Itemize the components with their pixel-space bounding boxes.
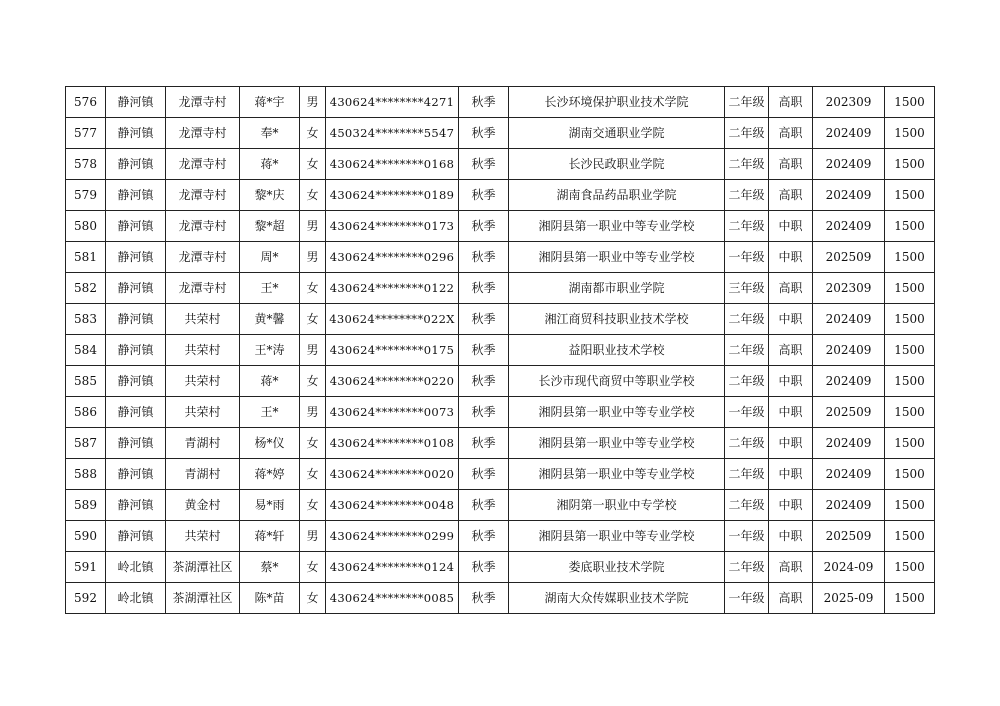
table-row: [66, 242, 935, 273]
season-cell: 秋季: [459, 118, 509, 149]
grade-cell: 一年级: [725, 583, 769, 614]
school-level-cell: 高职: [769, 552, 813, 583]
id-number-cell: 430624********0020: [326, 459, 459, 490]
id-number-cell: 430624********0168: [326, 149, 459, 180]
school-cell: 长沙市现代商贸中等职业学校: [509, 366, 725, 397]
gender-cell: 女: [300, 304, 326, 335]
id-number-cell: 450324********5547: [326, 118, 459, 149]
gender-cell: 女: [300, 149, 326, 180]
table-row: [66, 149, 935, 180]
student-name-cell: 王*涛: [240, 335, 300, 366]
grade-cell: 一年级: [725, 521, 769, 552]
table-row: [66, 521, 935, 552]
row-number-cell: 584: [66, 335, 106, 366]
enrollment-date-cell: 202409: [813, 304, 885, 335]
subsidy-amount-cell: 1500: [885, 397, 935, 428]
school-cell: 湘江商贸科技职业技术学校: [509, 304, 725, 335]
subsidy-amount-cell: 1500: [885, 118, 935, 149]
id-number-cell: 430624********0299: [326, 521, 459, 552]
town-cell: 静河镇: [106, 118, 166, 149]
season-cell: 秋季: [459, 335, 509, 366]
row-number-cell: 583: [66, 304, 106, 335]
school-cell: 益阳职业技术学校: [509, 335, 725, 366]
student-name-cell: 奉*: [240, 118, 300, 149]
student-name-cell: 陈*苗: [240, 583, 300, 614]
season-cell: 秋季: [459, 87, 509, 118]
town-cell: 静河镇: [106, 180, 166, 211]
school-cell: 湖南交通职业学院: [509, 118, 725, 149]
row-number-cell: 585: [66, 366, 106, 397]
season-cell: 秋季: [459, 211, 509, 242]
school-cell: 湘阴第一职业中专学校: [509, 490, 725, 521]
id-number-cell: 430624********022X: [326, 304, 459, 335]
gender-cell: 女: [300, 459, 326, 490]
student-name-cell: 黎*超: [240, 211, 300, 242]
school-cell: 湘阴县第一职业中等专业学校: [509, 459, 725, 490]
id-number-cell: 430624********4271: [326, 87, 459, 118]
season-cell: 秋季: [459, 397, 509, 428]
grade-cell: 二年级: [725, 304, 769, 335]
student-name-cell: 易*雨: [240, 490, 300, 521]
id-number-cell: 430624********0073: [326, 397, 459, 428]
town-cell: 静河镇: [106, 459, 166, 490]
town-cell: 静河镇: [106, 149, 166, 180]
school-level-cell: 中职: [769, 304, 813, 335]
grade-cell: 二年级: [725, 552, 769, 583]
subsidy-amount-cell: 1500: [885, 180, 935, 211]
subsidy-amount-cell: 1500: [885, 242, 935, 273]
id-number-cell: 430624********0220: [326, 366, 459, 397]
school-level-cell: 中职: [769, 459, 813, 490]
student-name-cell: 蒋*: [240, 366, 300, 397]
enrollment-date-cell: 202409: [813, 490, 885, 521]
school-cell: 湘阴县第一职业中等专业学校: [509, 428, 725, 459]
enrollment-date-cell: 2024-09: [813, 552, 885, 583]
id-number-cell: 430624********0048: [326, 490, 459, 521]
school-cell: 湘阴县第一职业中等专业学校: [509, 397, 725, 428]
town-cell: 静河镇: [106, 273, 166, 304]
village-cell: 龙潭寺村: [166, 211, 240, 242]
row-number-cell: 591: [66, 552, 106, 583]
student-name-cell: 杨*仪: [240, 428, 300, 459]
village-cell: 青湖村: [166, 428, 240, 459]
subsidy-amount-cell: 1500: [885, 583, 935, 614]
subsidy-amount-cell: 1500: [885, 366, 935, 397]
school-level-cell: 高职: [769, 118, 813, 149]
row-number-cell: 576: [66, 87, 106, 118]
village-cell: 黄金村: [166, 490, 240, 521]
subsidy-amount-cell: 1500: [885, 87, 935, 118]
table-row: [66, 366, 935, 397]
season-cell: 秋季: [459, 242, 509, 273]
school-level-cell: 中职: [769, 397, 813, 428]
school-level-cell: 高职: [769, 180, 813, 211]
subsidy-amount-cell: 1500: [885, 149, 935, 180]
grade-cell: 二年级: [725, 211, 769, 242]
grade-cell: 二年级: [725, 459, 769, 490]
subsidy-amount-cell: 1500: [885, 490, 935, 521]
gender-cell: 女: [300, 118, 326, 149]
student-name-cell: 王*: [240, 273, 300, 304]
enrollment-date-cell: 202509: [813, 397, 885, 428]
student-name-cell: 蔡*: [240, 552, 300, 583]
table-row: [66, 118, 935, 149]
enrollment-date-cell: 202409: [813, 428, 885, 459]
town-cell: 岭北镇: [106, 552, 166, 583]
id-number-cell: 430624********0189: [326, 180, 459, 211]
student-name-cell: 黄*馨: [240, 304, 300, 335]
enrollment-date-cell: 202409: [813, 211, 885, 242]
student-name-cell: 王*: [240, 397, 300, 428]
grade-cell: 二年级: [725, 149, 769, 180]
student-name-cell: 黎*庆: [240, 180, 300, 211]
enrollment-date-cell: 202509: [813, 521, 885, 552]
grade-cell: 二年级: [725, 118, 769, 149]
season-cell: 秋季: [459, 521, 509, 552]
table-row: [66, 583, 935, 614]
grade-cell: 三年级: [725, 273, 769, 304]
town-cell: 静河镇: [106, 211, 166, 242]
season-cell: 秋季: [459, 428, 509, 459]
enrollment-date-cell: 202309: [813, 87, 885, 118]
grade-cell: 二年级: [725, 428, 769, 459]
season-cell: 秋季: [459, 304, 509, 335]
subsidy-amount-cell: 1500: [885, 273, 935, 304]
enrollment-date-cell: 202409: [813, 459, 885, 490]
village-cell: 龙潭寺村: [166, 242, 240, 273]
enrollment-date-cell: 202309: [813, 273, 885, 304]
village-cell: 龙潭寺村: [166, 149, 240, 180]
row-number-cell: 586: [66, 397, 106, 428]
row-number-cell: 589: [66, 490, 106, 521]
school-level-cell: 中职: [769, 428, 813, 459]
enrollment-date-cell: 202409: [813, 366, 885, 397]
row-number-cell: 579: [66, 180, 106, 211]
gender-cell: 女: [300, 180, 326, 211]
id-number-cell: 430624********0173: [326, 211, 459, 242]
gender-cell: 男: [300, 242, 326, 273]
student-name-cell: 蒋*: [240, 149, 300, 180]
enrollment-date-cell: 202409: [813, 335, 885, 366]
school-level-cell: 中职: [769, 242, 813, 273]
school-cell: 湘阴县第一职业中等专业学校: [509, 242, 725, 273]
row-number-cell: 578: [66, 149, 106, 180]
school-cell: 湘阴县第一职业中等专业学校: [509, 521, 725, 552]
season-cell: 秋季: [459, 490, 509, 521]
row-number-cell: 587: [66, 428, 106, 459]
grade-cell: 二年级: [725, 335, 769, 366]
school-cell: 娄底职业技术学院: [509, 552, 725, 583]
grade-cell: 一年级: [725, 397, 769, 428]
school-level-cell: 中职: [769, 366, 813, 397]
village-cell: 龙潭寺村: [166, 87, 240, 118]
table-row: [66, 87, 935, 118]
id-number-cell: 430624********0085: [326, 583, 459, 614]
school-level-cell: 高职: [769, 335, 813, 366]
row-number-cell: 581: [66, 242, 106, 273]
town-cell: 静河镇: [106, 87, 166, 118]
town-cell: 静河镇: [106, 335, 166, 366]
school-cell: 长沙民政职业学院: [509, 149, 725, 180]
grade-cell: 一年级: [725, 242, 769, 273]
grade-cell: 二年级: [725, 180, 769, 211]
grade-cell: 二年级: [725, 87, 769, 118]
village-cell: 共荣村: [166, 521, 240, 552]
subsidy-amount-cell: 1500: [885, 428, 935, 459]
enrollment-date-cell: 2025-09: [813, 583, 885, 614]
town-cell: 静河镇: [106, 397, 166, 428]
row-number-cell: 588: [66, 459, 106, 490]
table-row: [66, 180, 935, 211]
enrollment-date-cell: 202409: [813, 118, 885, 149]
subsidy-amount-cell: 1500: [885, 552, 935, 583]
school-level-cell: 中职: [769, 521, 813, 552]
table-row: [66, 211, 935, 242]
subsidy-amount-cell: 1500: [885, 304, 935, 335]
village-cell: 茶湖潭社区: [166, 583, 240, 614]
enrollment-date-cell: 202509: [813, 242, 885, 273]
gender-cell: 女: [300, 366, 326, 397]
id-number-cell: 430624********0122: [326, 273, 459, 304]
subsidy-roster-table: [65, 86, 935, 614]
table-row: [66, 273, 935, 304]
gender-cell: 男: [300, 211, 326, 242]
school-level-cell: 中职: [769, 211, 813, 242]
town-cell: 静河镇: [106, 428, 166, 459]
school-level-cell: 高职: [769, 273, 813, 304]
gender-cell: 男: [300, 521, 326, 552]
season-cell: 秋季: [459, 459, 509, 490]
subsidy-amount-cell: 1500: [885, 211, 935, 242]
enrollment-date-cell: 202409: [813, 149, 885, 180]
village-cell: 共荣村: [166, 335, 240, 366]
village-cell: 共荣村: [166, 366, 240, 397]
enrollment-date-cell: 202409: [813, 180, 885, 211]
grade-cell: 二年级: [725, 366, 769, 397]
town-cell: 静河镇: [106, 304, 166, 335]
gender-cell: 男: [300, 397, 326, 428]
table-row: [66, 335, 935, 366]
town-cell: 岭北镇: [106, 583, 166, 614]
town-cell: 静河镇: [106, 366, 166, 397]
subsidy-amount-cell: 1500: [885, 521, 935, 552]
school-cell: 湖南大众传媒职业技术学院: [509, 583, 725, 614]
table-row: [66, 304, 935, 335]
town-cell: 静河镇: [106, 521, 166, 552]
table-body: [66, 87, 935, 614]
village-cell: 茶湖潭社区: [166, 552, 240, 583]
village-cell: 龙潭寺村: [166, 118, 240, 149]
gender-cell: 女: [300, 552, 326, 583]
village-cell: 龙潭寺村: [166, 273, 240, 304]
village-cell: 龙潭寺村: [166, 180, 240, 211]
town-cell: 静河镇: [106, 490, 166, 521]
gender-cell: 女: [300, 428, 326, 459]
id-number-cell: 430624********0124: [326, 552, 459, 583]
school-level-cell: 高职: [769, 583, 813, 614]
id-number-cell: 430624********0108: [326, 428, 459, 459]
table-row: [66, 552, 935, 583]
school-cell: 湖南都市职业学院: [509, 273, 725, 304]
village-cell: 共荣村: [166, 397, 240, 428]
gender-cell: 女: [300, 583, 326, 614]
town-cell: 静河镇: [106, 242, 166, 273]
school-level-cell: 高职: [769, 149, 813, 180]
id-number-cell: 430624********0175: [326, 335, 459, 366]
student-name-cell: 蒋*宇: [240, 87, 300, 118]
village-cell: 共荣村: [166, 304, 240, 335]
gender-cell: 男: [300, 87, 326, 118]
school-level-cell: 高职: [769, 87, 813, 118]
school-level-cell: 中职: [769, 490, 813, 521]
student-name-cell: 周*: [240, 242, 300, 273]
season-cell: 秋季: [459, 583, 509, 614]
gender-cell: 女: [300, 273, 326, 304]
subsidy-amount-cell: 1500: [885, 335, 935, 366]
row-number-cell: 582: [66, 273, 106, 304]
row-number-cell: 592: [66, 583, 106, 614]
row-number-cell: 590: [66, 521, 106, 552]
table-row: [66, 490, 935, 521]
season-cell: 秋季: [459, 366, 509, 397]
season-cell: 秋季: [459, 552, 509, 583]
school-cell: 湘阴县第一职业中等专业学校: [509, 211, 725, 242]
village-cell: 青湖村: [166, 459, 240, 490]
school-cell: 长沙环境保护职业技术学院: [509, 87, 725, 118]
student-name-cell: 蒋*轩: [240, 521, 300, 552]
id-number-cell: 430624********0296: [326, 242, 459, 273]
student-name-cell: 蒋*婷: [240, 459, 300, 490]
gender-cell: 男: [300, 335, 326, 366]
subsidy-amount-cell: 1500: [885, 459, 935, 490]
table-row: [66, 459, 935, 490]
table-row: [66, 428, 935, 459]
grade-cell: 二年级: [725, 490, 769, 521]
season-cell: 秋季: [459, 273, 509, 304]
row-number-cell: 577: [66, 118, 106, 149]
season-cell: 秋季: [459, 180, 509, 211]
school-cell: 湖南食品药品职业学院: [509, 180, 725, 211]
season-cell: 秋季: [459, 149, 509, 180]
gender-cell: 女: [300, 490, 326, 521]
row-number-cell: 580: [66, 211, 106, 242]
table-row: [66, 397, 935, 428]
